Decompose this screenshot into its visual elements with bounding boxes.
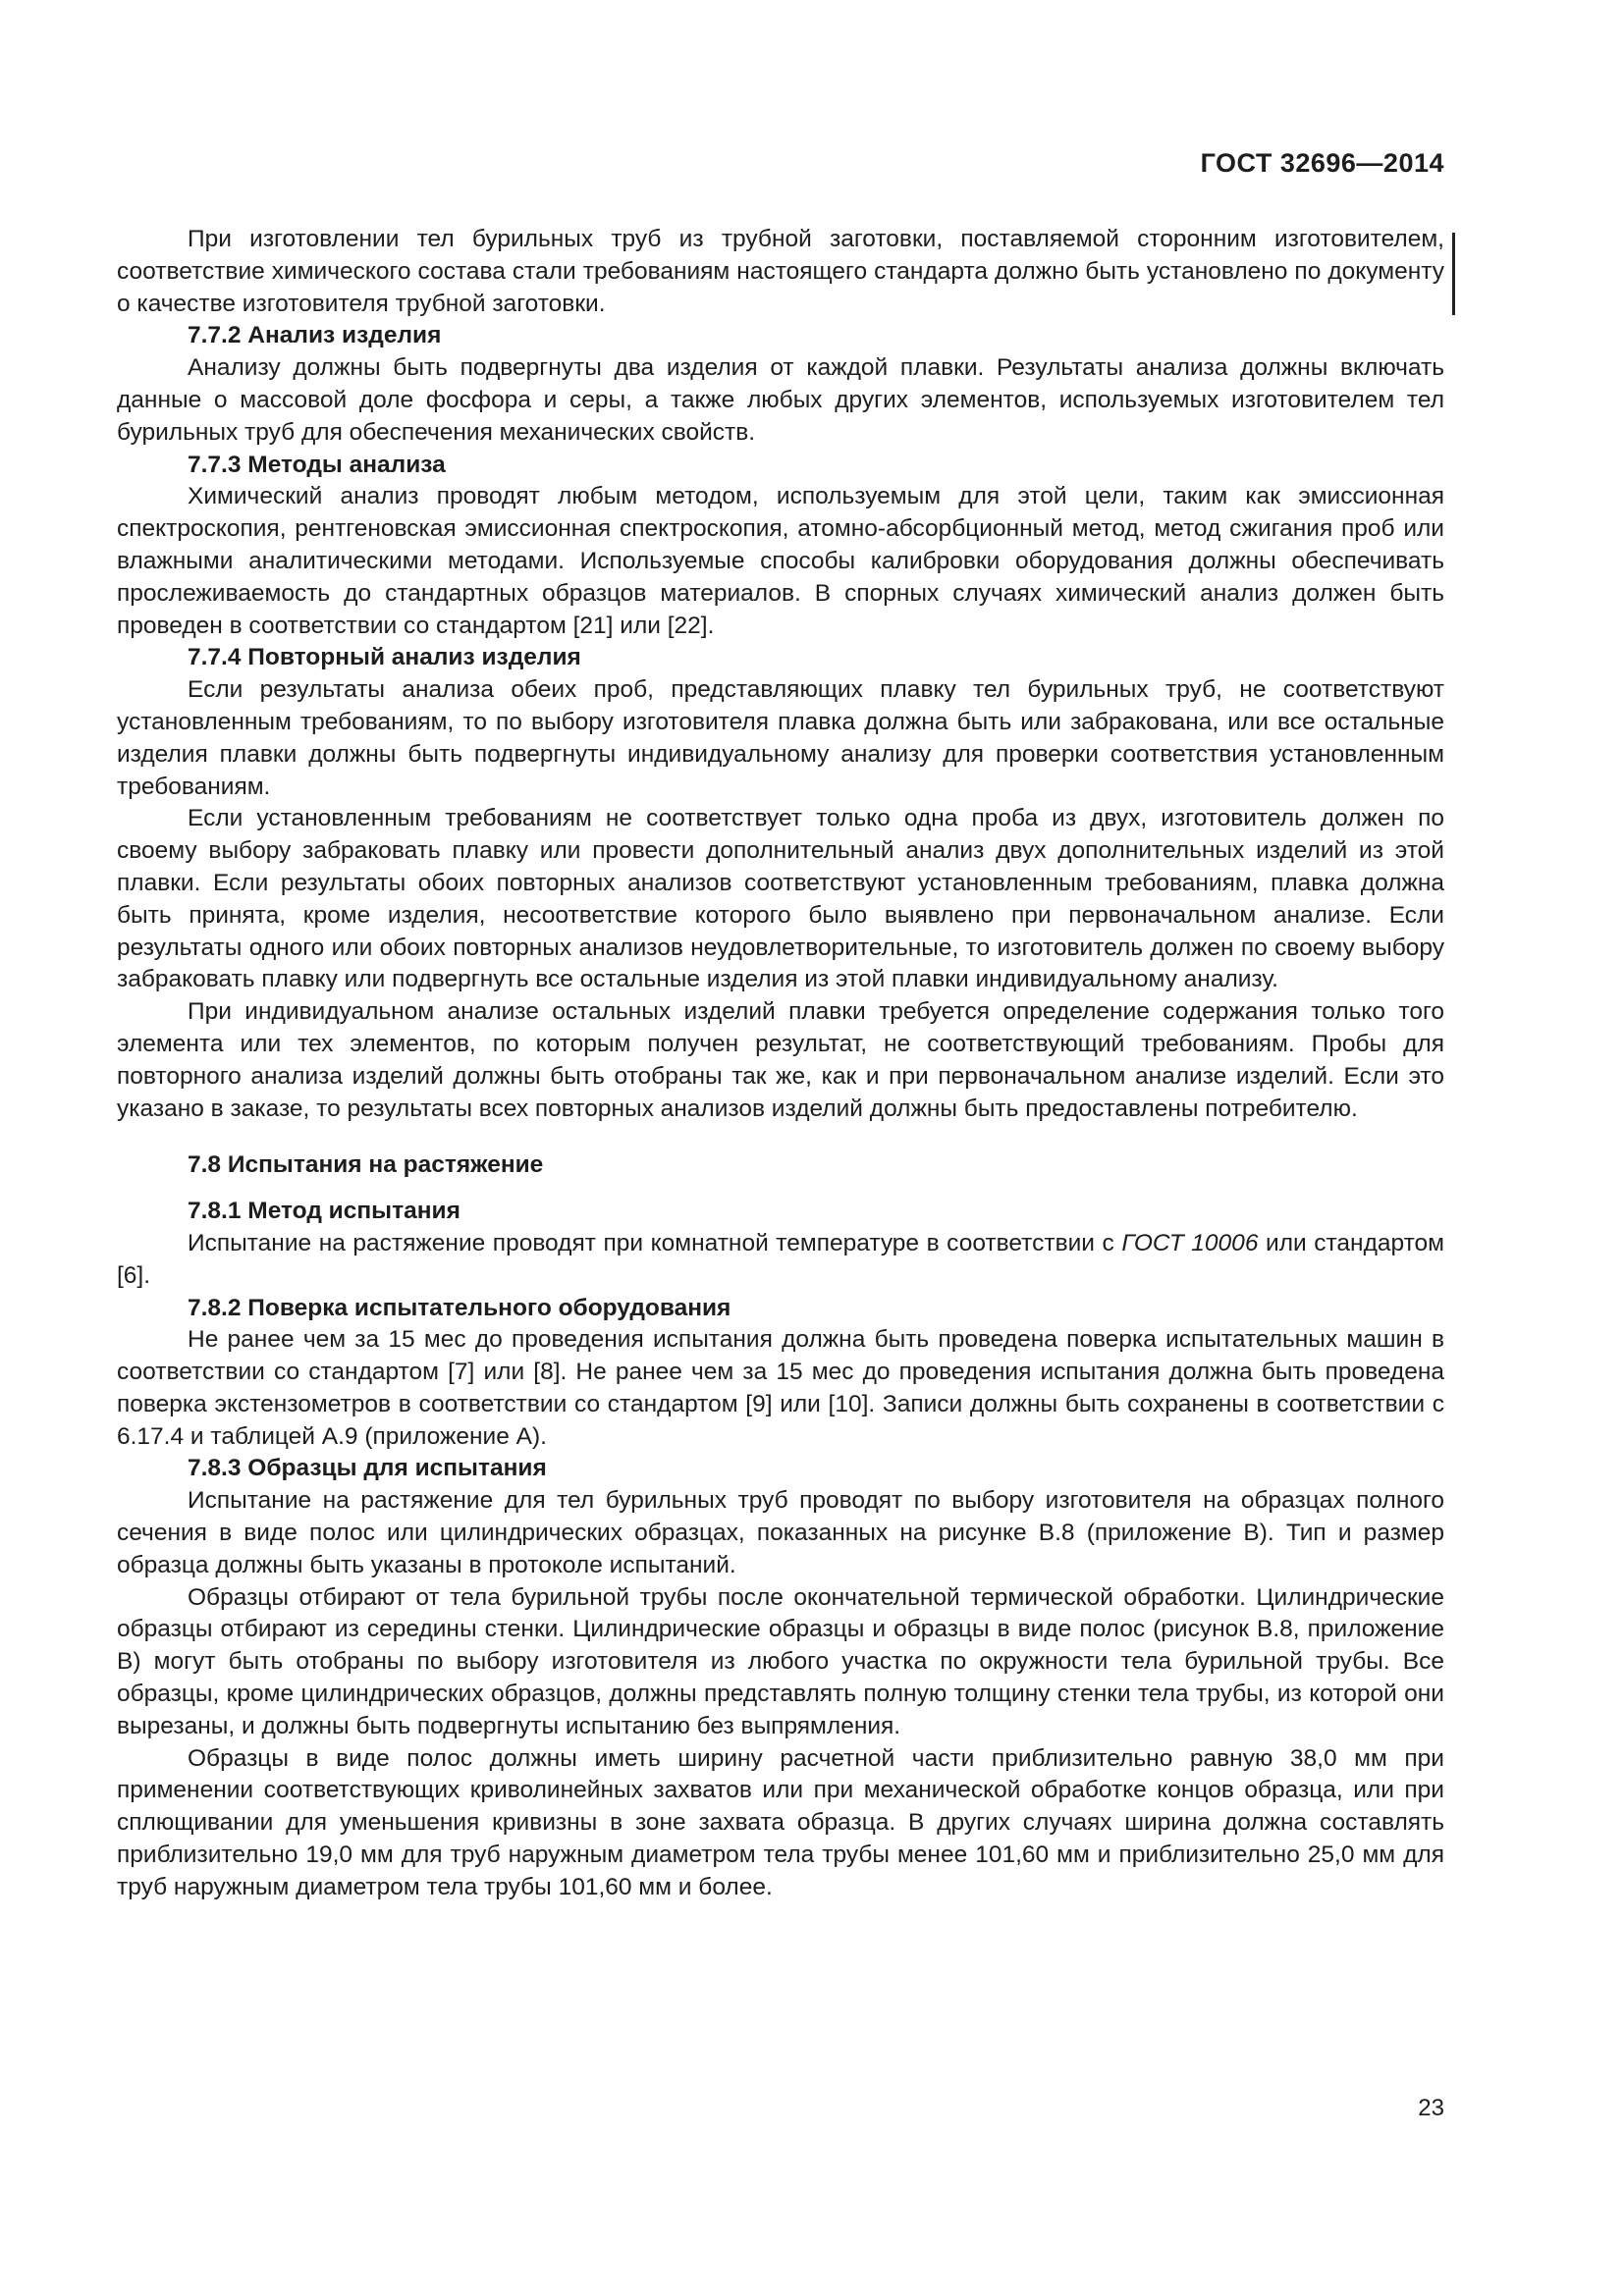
section-7-7-2-heading: 7.7.2 Анализ изделия bbox=[188, 322, 442, 349]
section-7-8-1-text-b: или стандартом [6]. bbox=[117, 1229, 1444, 1289]
section-7-8-3-heading: 7.8.3 Образцы для испытания bbox=[188, 1455, 547, 1482]
document-body bbox=[117, 224, 1444, 1904]
section-7-7-3-paragraph: Химический анализ проводят любым методом, используемым для этой цели, таким как эмиссионная спектроскопия, рентгеновская эмиссионная спектроскопия, атомно-абсорбционный метод, метод сжигания проб или влажными аналитическими методами. Используемые способы калибровки оборудования должны обеспечивать прослеживаемость до стандартных образцов материалов. В спорных случаях химический анализ должен быть проведен в соответствии со стандартом [21] или [22]. bbox=[117, 483, 1444, 639]
section-7-8-heading: 7.8 Испытания на растяжение bbox=[188, 1151, 544, 1179]
section-7-8-1-text-a: Испытание на растяжение проводят при комнатной температуре в соответствии с bbox=[188, 1229, 1122, 1256]
section-7-7-4-paragraph-2: Если установленным требованиям не соответствует только одна проба из двух, изготовитель должен по своему выбору забраковать плавку или провести дополнительный анализ двух дополнительных изделий из этой плавки. Если результаты обоих повторных анализов соответствуют установленным требованиям, плавка должна быть принята, кроме изделия, несоответствие которого было выявлено при первоначальном анализе. Если результаты одного или обоих повторных анализов неудовлетворительные, то изготовитель должен по своему выбору забраковать плавку или подвергнуть все остальные изделия из этой плавки индивидуальному анализу. bbox=[117, 805, 1444, 993]
section-7-8-3-paragraph-3: Образцы в виде полос должны иметь ширину расчетной части приблизительно равную 38,0 мм при применении соответствующих криволинейных захватов или при механической обработке концов образца, или при сплющивании для уменьшения кривизны в зоне захвата образца. В других случаях ширина должна составлять приблизительно 19,0 мм для труб наружным диаметром тела трубы менее 101,60 мм и приблизительно 25,0 мм для труб наружным диаметром тела трубы 101,60 мм и более. bbox=[117, 1744, 1444, 1900]
standard-header: ГОСТ 32696—2014 bbox=[1200, 148, 1444, 178]
section-7-7-2-paragraph: Анализу должны быть подвергнуты два изделия от каждой плавки. Результаты анализа должны включать данные о массовой доле фосфора и серы, а также любых других элементов, используемых изготовителем тел бурильных труб для обеспечения механических свойств. bbox=[117, 354, 1444, 446]
section-7-8-1-heading: 7.8.1 Метод испытания bbox=[188, 1198, 460, 1225]
section-7-7-4-paragraph-3: При индивидуальном анализе остальных изделий плавки требуется определение содержания только того элемента или тех элементов, по которым получен результат, не соответствующий требованиям. Пробы для повторного анализа изделий должны быть отобраны так же, как и при первоначальном анализе изделий. Если это указано в заказе, то результаты всех повторных анализов изделий должны быть предоставлены потребителю. bbox=[117, 998, 1444, 1122]
change-bar bbox=[1452, 233, 1455, 315]
section-7-8-3-paragraph-1: Испытание на растяжение для тел бурильных труб проводят по выбору изготовителя на образцах полного сечения в виде полос или цилиндрических образцах, показанных на рисунке В.8 (приложение В). Тип и размер образца должны быть указаны в протоколе испытаний. bbox=[117, 1487, 1444, 1578]
section-7-8-1-paragraph bbox=[117, 1228, 1444, 1293]
intro-paragraph: При изготовлении тел бурильных труб из трубной заготовки, поставляемой сторонним изготовителем, соответствие химического состава стали требованиям настоящего стандарта должно быть установлено по документу о качестве изготовителя трубной заготовки. bbox=[117, 226, 1444, 317]
section-7-7-3-heading: 7.7.3 Методы анализа bbox=[188, 451, 446, 478]
section-7-7-4-paragraph-1: Если результаты анализа обеих проб, представляющих плавку тел бурильных труб, не соответствуют установленным требованиям, то по выбору изготовителя плавка должна быть или забракована, или все остальные изделия плавки должны быть подвергнуты индивидуальному анализу для проверки соответствия установленным требованиям. bbox=[117, 676, 1444, 800]
section-7-8-3-paragraph-2: Образцы отбирают от тела бурильной трубы после окончательной термической обработки. Цилиндрические образцы отбирают из середины стенки. Цилиндрические образцы и образцы в виде полос (рисунок В.8, приложение В) могут быть отобраны по выбору изготовителя из любого участка по окружности тела бурильной трубы. Все образцы, кроме цилиндрических образцов, должны представлять полную толщину стенки тела трубы, из которой они вырезаны, и должны быть подвергнуты испытанию без выпрямления. bbox=[117, 1583, 1444, 1739]
section-7-7-4-heading: 7.7.4 Повторный анализ изделия bbox=[188, 644, 581, 671]
gost-reference: ГОСТ 10006 bbox=[1121, 1229, 1259, 1256]
page-number: 23 bbox=[1418, 2095, 1444, 2121]
section-7-8-2-paragraph: Не ранее чем за 15 мес до проведения испытания должна быть проведена поверка испытательных машин в соответствии со стандартом [7] или [8]. Не ранее чем за 15 мес до проведения испытания должна быть проведена поверка экстензометров в соответствии со стандартом [9] или [10]. Записи должны быть сохранены в соответствии с 6.17.4 и таблицей А.9 (приложение А). bbox=[117, 1326, 1444, 1450]
section-7-8-2-heading: 7.8.2 Поверка испытательного оборудования bbox=[188, 1294, 731, 1321]
